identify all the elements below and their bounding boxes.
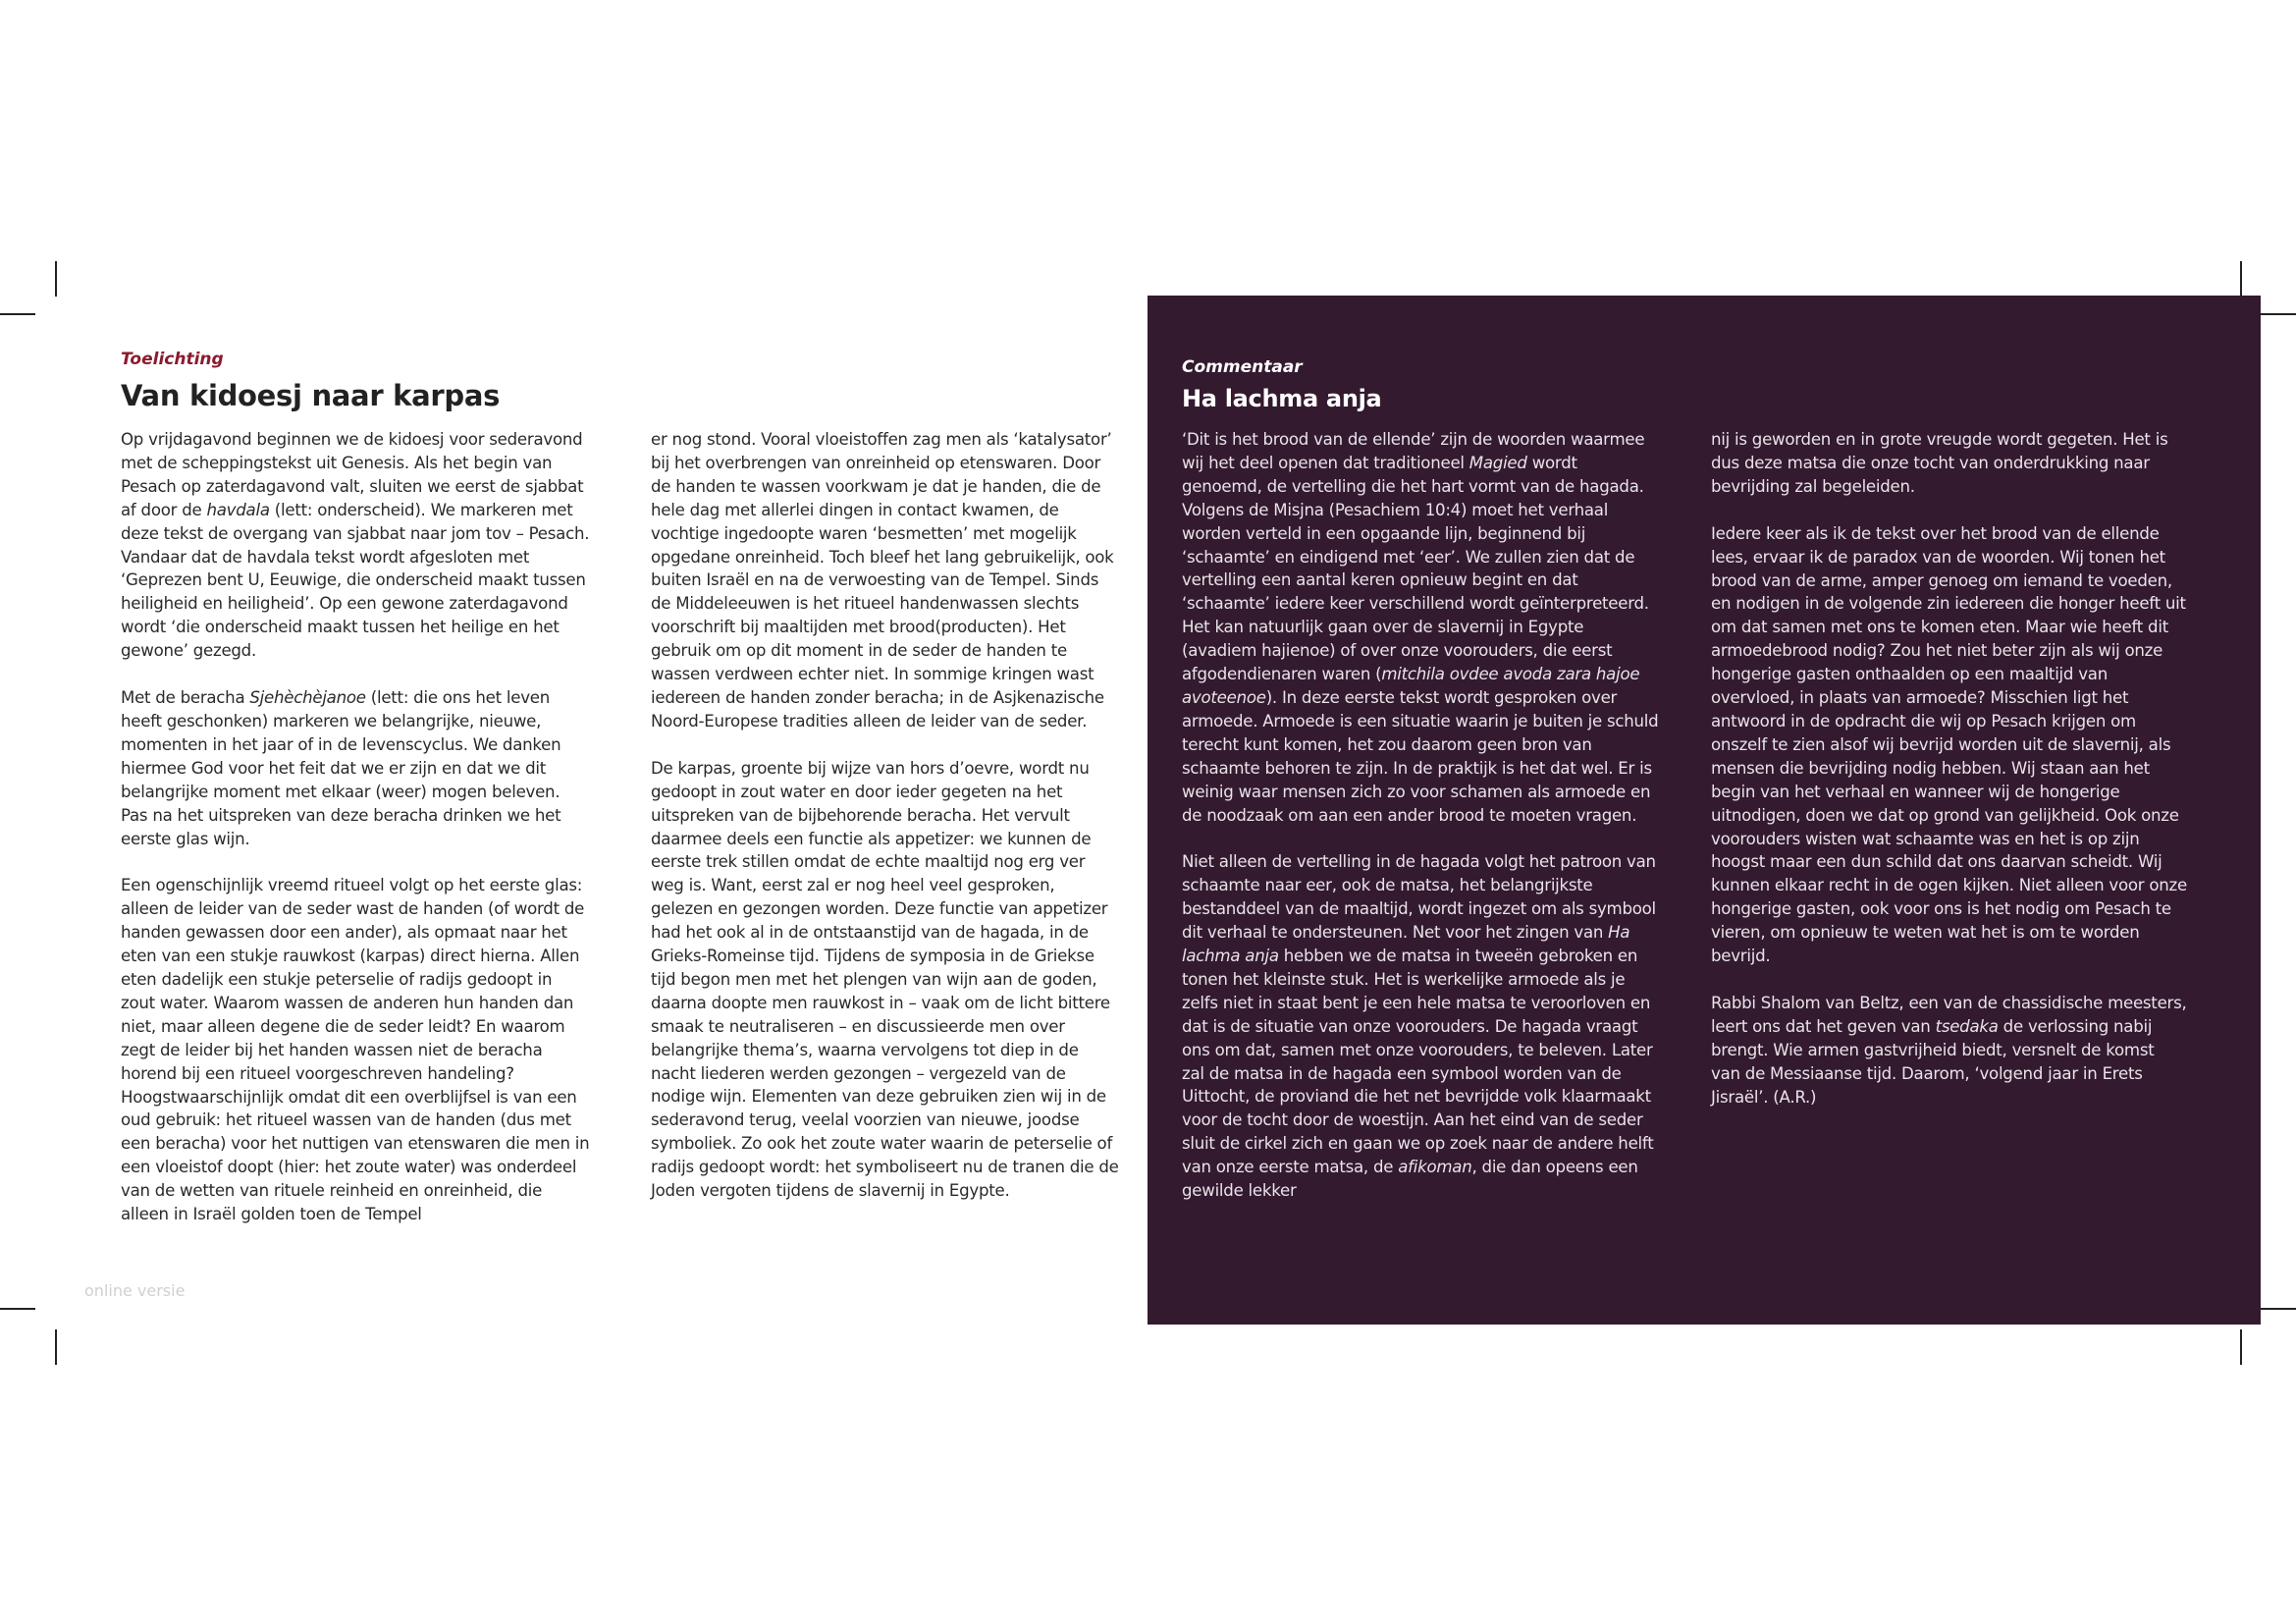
italic-term: tsedaka [1935, 1016, 1999, 1036]
text-column-3 [1182, 428, 1659, 1203]
page-title: Van kidoesj naar karpas [121, 379, 501, 412]
text-column-2 [651, 428, 1120, 1203]
paragraph: Een ogenschijnlijk vreemd ritueel volgt op het eerste glas: alleen de leider van de seder wast de handen (of wordt de handen gewassen door een ander), als opmaat naar het eten van een stukje rauwkost (karpas) direct hierna. Allen eten dadelijk een stukje peterselie of radijs gedoopt in zout water. Waarom wassen de anderen hun handen dan niet, maar alleen degene die de seder leidt? En waarom zegt de leider bij het handen wassen niet de beracha horend bij een ritueel voorgeschreven handeling? Hoogstwaarschijnlijk omdat dit een overblijfsel is van een oud gebruik: het ritueel wassen van de handen (dus met een beracha) voor het nuttigen van etenswaren die men in een vloeistof doopt (hier: het zoute water) was onderdeel van de wetten van rituele reinheid en onreinheid, die alleen in Israël golden toen de Tempel [121, 876, 590, 1224]
footer-label: online versie [84, 1281, 186, 1300]
paragraph: ‘Dit is het brood van de ellende’ zijn de woorden waarmee wij het deel openen dat traditioneel Magied wordt genoemd, de vertelling die het hart vormt van de hagada. Volgens de Misjna (Pesachiem 10:4) moet het verhaal worden verteld in een opgaande lijn, beginnend bij ‘schaamte’ en eindigend met ‘eer’. We zullen zien dat de vertelling een aantal keren opnieuw begint en dat ‘schaamte’ iedere keer verschillend wordt geïnterpreteerd. Het kan natuurlijk gaan over de slavernij in Egypte (avadiem hajienoe) of over onze voorouders, die eerst afgodendienaren waren (mitchila ovdee avoda zara hajoe avoteenoe). In deze eerste tekst wordt gesproken over armoede. Armoede is een situatie waarin je buiten je schuld terecht kunt komen, het zou daarom geen bron van schaamte behoren te zijn. In de praktijk is het dat wel. Er is weinig waar mensen zich zo voor schamen als armoede en de noodzaak om aan een ander brood te moeten vragen. [1182, 430, 1659, 825]
section-kicker: Commentaar [1182, 357, 1303, 377]
crop-mark [2240, 261, 2242, 297]
italic-term: havdala [206, 500, 270, 519]
paragraph: Niet alleen de vertelling in de hagada volgt het patroon van schaamte naar eer, ook de matsa, het belangrijkste bestanddeel van de maaltijd, wordt ingezet om als symbool dit verhaal te ondersteunen. Net voor het zingen van Ha lachma anja hebben we de matsa in tweeën gebroken en tonen het kleinste stuk. Het is werkelijke armoede als je zelfs niet in staat bent je een hele matsa te veroorloven en dat is de situatie van onze voorouders. De hagada vraagt ons om dat, samen met onze voorouders, te beleven. Later zal de matsa in de hagada een symbool worden van de Uittocht, de proviand die het net bevrijdde volk klaarmaakt voor de tocht door de woestijn. Aan het eind van de seder sluit de cirkel zich en gaan we op zoek naar de andere helft van onze eerste matsa, de afikoman, die dan opeens een gewilde lekker [1182, 852, 1656, 1201]
commentary-header [1182, 357, 1771, 428]
paragraph: Met de beracha Sjehèchèjanoe (lett: die ons het leven heeft geschonken) markeren we belangrijke, nieuwe, momenten in het jaar of in de levenscyclus. We danken hiermee God voor het feit dat we er zijn en dat we dit belangrijke moment met elkaar (weer) mogen beleven. Pas na het uitspreken van deze beracha drinken we het eerste glas wijn. [121, 688, 561, 848]
text-column-4 [1711, 428, 2188, 1109]
explanation-header [121, 350, 710, 428]
italic-term: afikoman [1398, 1158, 1472, 1177]
crop-mark [55, 1329, 57, 1365]
paragraph: De karpas, groente bij wijze van hors d’oevre, wordt nu gedoopt in zout water en door ieder gegeten na het uitspreken van de bijbehorende beracha. Het vervult daarmee deels een functie als appetizer: we kunnen de eerste trek stillen omdat de echte maaltijd nog erg ver weg is. Want, eerst zal er nog heel veel gesproken, gelezen en gezongen worden. Deze functie van appetizer had het ook al in de ontstaanstijd van de hagada, in de Grieks-Romeinse tijd. Tijdens de symposia in de Griekse tijd begon men met het plengen van wijn aan de goden, daarna doopte men rauwkost in – vaak om de licht bittere smaak te neutraliseren – en discussieerde men over belangrijke thema’s, waarna vervolgens tot diep in de nacht liederen werden gezongen – vergezeld van de nodige wijn. Elementen van deze gebruiken zien wij in de sederavond terug, veelal voorzien van nieuwe, joodse symboliek. Zo ook het zoute water waarin de peterselie of radijs gedoopt wordt: het symboliseert nu de tranen die de Joden vergoten tijdens de slavernij in Egypte. [651, 758, 1119, 1201]
crop-mark [0, 1308, 35, 1310]
paragraph: Rabbi Shalom van Beltz, een van de chassidische meesters, leert ons dat het geven van tsedaka de verlossing nabij brengt. Wie armen gastvrijheid biedt, versnelt de komst van de Messiaanse tijd. Daarom, ‘volgend jaar in Erets Jisraël’. (A.R.) [1711, 993, 2187, 1107]
italic-term: Ha lachma anja [1182, 923, 1630, 966]
paragraph: nij is geworden en in grote vreugde wordt gegeten. Het is dus deze matsa die onze tocht van onderdrukking naar bevrijding zal begeleiden. [1711, 430, 2168, 496]
section-kicker: Toelichting [121, 350, 224, 369]
paragraph: er nog stond. Vooral vloeistoffen zag men als ‘katalysator’ bij het overbrengen van onreinheid op etenswaren. Door de handen te wassen voorkwam je dat je handen, die de hele dag met allerlei dingen in contact kwamen, de vochtige ingedoopte waren ‘besmetten’ met mogelijk opgedane onreinheid. Toch bleef het lang gebruikelijk, ook buiten Israël en na de verwoesting van de Tempel. Sinds de Middeleeuwen is het ritueel handenwassen slechts voorschrift bij maaltijden met brood(producten). Het gebruik om op dit moment in de seder de handen te wassen verdween echter niet. In sommige kringen wast iedereen de handen zonder beracha; in de Asjkenazische Noord-Europese tradities alleen de leider van de seder. [651, 430, 1114, 731]
italic-term: mitchila ovdee avoda zara hajoe avoteenoe [1182, 665, 1640, 707]
crop-mark [2261, 1308, 2296, 1310]
paragraph: Iedere keer als ik de tekst over het brood van de ellende lees, ervaar ik de paradox van de woorden. Wij tonen het brood van de arme, amper genoeg om iemand te voeden, en nodigen in de volgende zin iedereen die honger heeft uit om dat samen met ons te komen eten. Maar wie heeft dit armoedebrood nodig? Zou het niet beter zijn als wij onze hongerige gasten onthaalden op een maaltijd van overvloed, in plaats van armoede? Misschien ligt het antwoord in de opdracht die wij op Pesach krijgen om onszelf te zien alsof wij bevrijd worden uit de slavernij, als mensen die bevrijding nodig hebben. Wij staan aan het begin van het verhaal en wanneer wij de hongerige uitnodigen, doen we dat op grond van gelijkheid. Ook onze voorouders wisten wat schaamte was en het is op zijn hoogst maar een dun schild dat ons daarvan scheidt. Wij kunnen elkaar recht in de ogen kijken. Niet alleen voor onze hongerige gasten, ook voor ons is het nodig om Pesach te vieren, om opnieuw te weten wat het is om te worden bevrijd. [1711, 523, 2187, 966]
crop-mark [55, 261, 57, 297]
crop-mark [0, 313, 35, 315]
crop-mark [2261, 313, 2296, 315]
text-column-1 [121, 428, 590, 1226]
italic-term: Sjehèchèjanoe [249, 688, 366, 708]
paragraph: Op vrijdagavond beginnen we de kidoesj voor sederavond met de scheppingstekst uit Genesis. Als het begin van Pesach op zaterdagavond valt, sluiten we eerst de sjabbat af door de havdala (lett: onderscheid). We markeren met deze tekst de overgang van sjabbat naar jom tov – Pesach. Vandaar dat de havdala tekst wordt afgesloten met ‘Geprezen bent U, Eeuwige, die onderscheid maakt tussen heiligheid en heiligheid’. Op een gewone zaterdagavond wordt ‘die onderscheid maakt tussen het heilige en het gewone’ gezegd. [121, 430, 590, 661]
section-title: Ha lachma anja [1182, 385, 1382, 412]
crop-mark [2240, 1329, 2242, 1365]
italic-term: Magied [1468, 453, 1527, 472]
